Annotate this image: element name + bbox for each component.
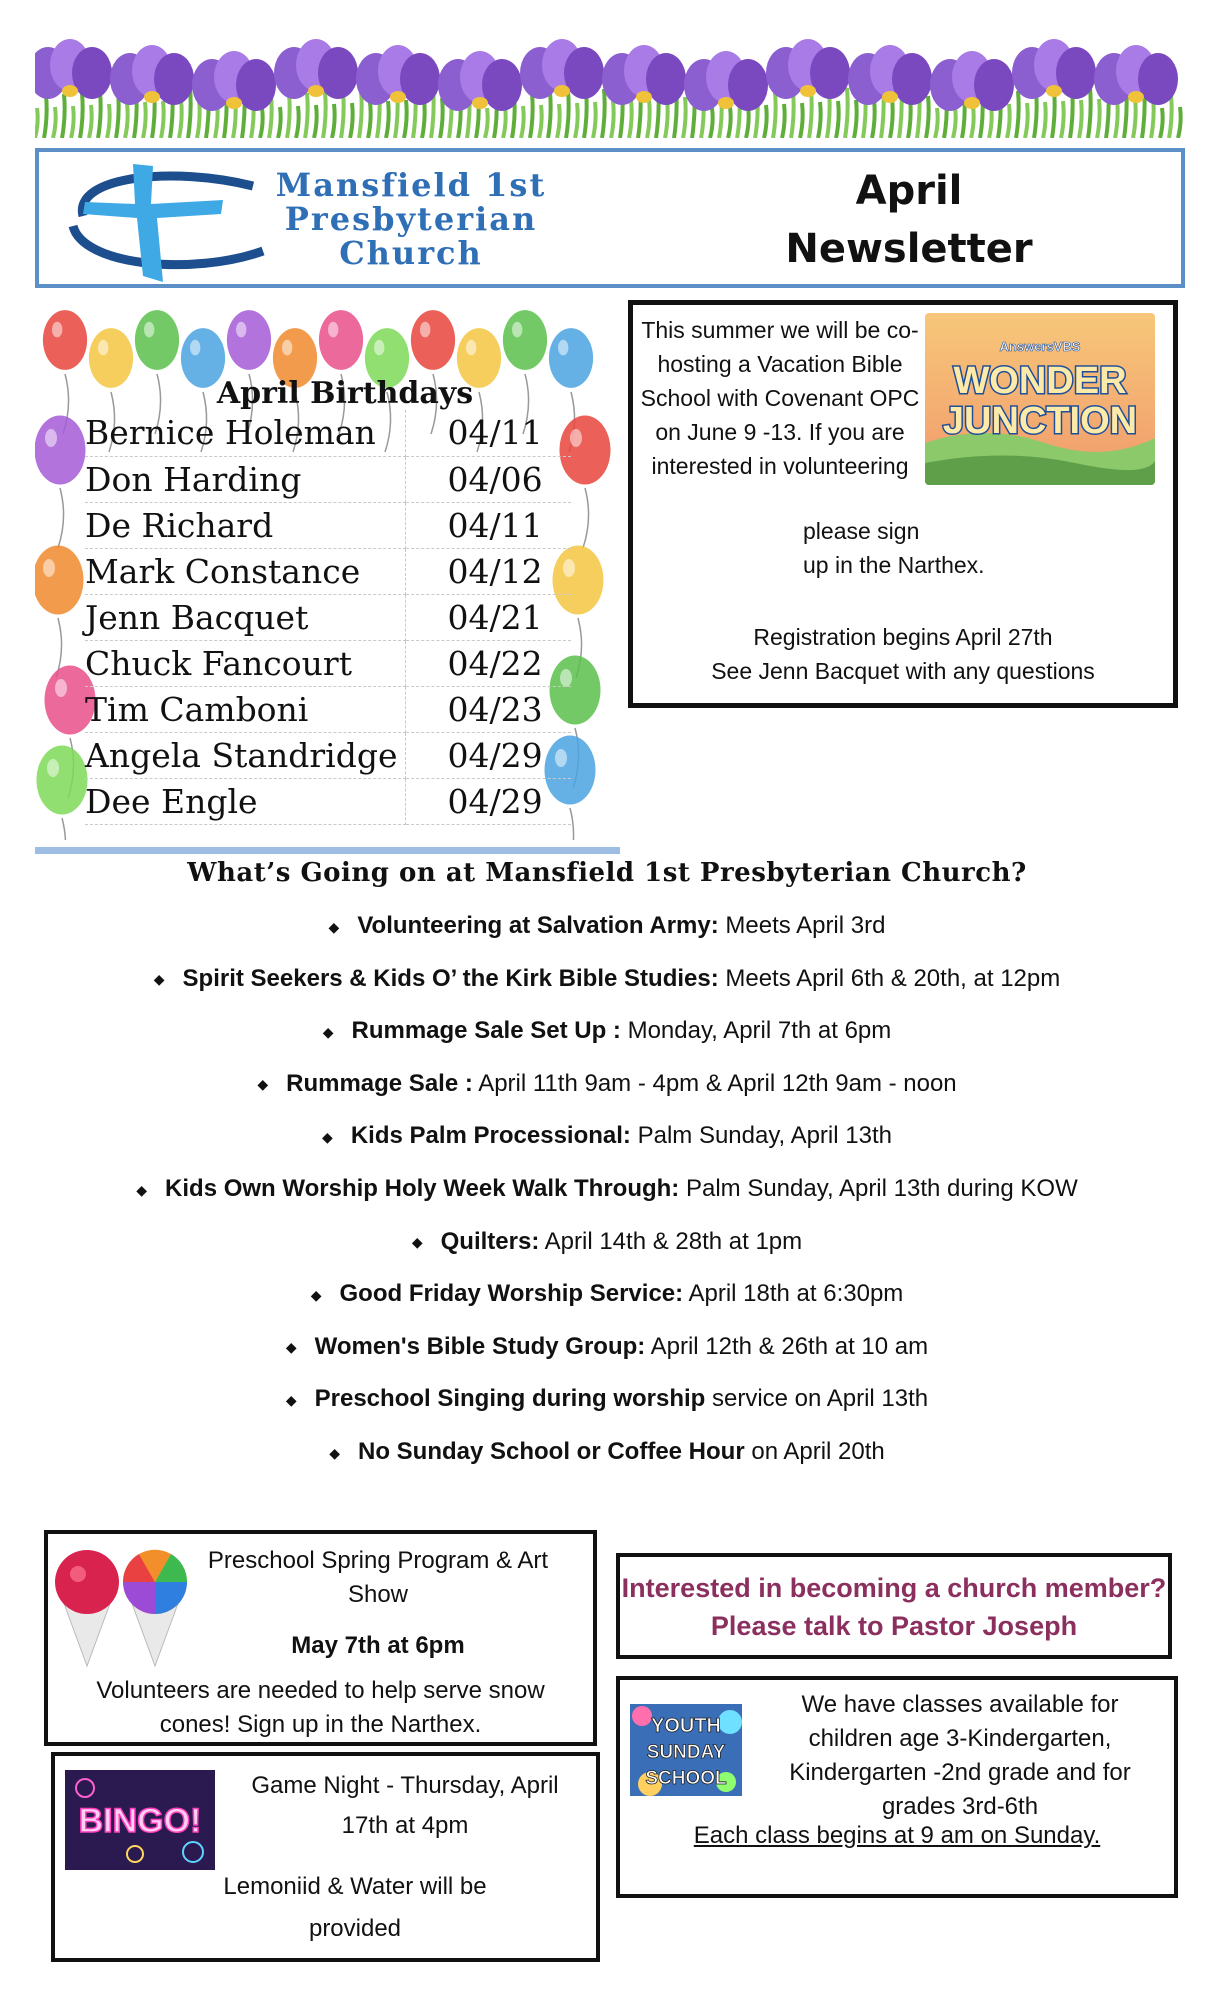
event-title: Preschool Singing during worship [314,1385,706,1413]
birthday-name: Mark Constance [85,548,405,594]
event-item [0,1116,1214,1169]
section-divider [35,847,620,854]
birthday-row [85,732,571,778]
event-title: Kids Palm Processional: [350,1122,631,1150]
diamond-bullet-icon: ◆ [411,1234,423,1251]
birthdays-title: April Birthdays [216,376,474,411]
events-heading: What’s Going on at Mansfield 1st Presbyterian Church? [187,858,1027,888]
birthday-name: Dee Engle [85,778,405,824]
diamond-bullet-icon: ◆ [322,1023,334,1040]
birthday-date: 04/29 [405,732,571,778]
event-details: Palm Sunday, April 13th [630,1122,892,1150]
birthday-date: 04/11 [405,502,571,548]
event-details: April 12th & 26th at 10 am [645,1332,929,1360]
birthday-row [85,594,571,640]
event-title: Women's Bible Study Group: [314,1332,646,1360]
youth-sunday-school-logo [630,1704,742,1796]
diamond-bullet-icon: ◆ [257,1076,269,1093]
birthday-name: Chuck Fancourt [85,640,405,686]
preschool-volunteers-note: Volunteers are needed to help serve snow cones! Sign up in the Narthex. [96,1677,545,1738]
preschool-program-title: Preschool Spring Program & Art Show [207,1547,549,1608]
wonder-junction-logo [925,313,1155,485]
diamond-bullet-icon: ◆ [136,1181,148,1198]
event-item [0,1379,1214,1432]
april-birthdays-section [35,300,620,850]
sunday-school-classes: We have classes available for children age 3-Kindergarten, Kindergarten -2nd grade and for grades 3rd-6th [789,1691,1131,1820]
event-item [0,1432,1214,1485]
membership-box [616,1553,1172,1659]
svg-text:YOUTH: YOUTH [651,1715,721,1737]
sunday-school-box [616,1676,1178,1898]
event-item [0,1222,1214,1275]
svg-text:AnswersVBS: AnswersVBS [999,339,1081,354]
diamond-bullet-icon: ◆ [328,918,340,935]
birthday-name: Jenn Bacquet [85,594,405,640]
newsletter-header [35,148,1185,288]
birthday-date: 04/06 [405,456,571,502]
bingo-sign-icon [65,1770,215,1870]
game-night-box [51,1752,600,1962]
diamond-bullet-icon: ◆ [329,1444,340,1461]
birthday-date: 04/22 [405,640,571,686]
vbs-registration: Registration begins April 27th See Jenn Bacquet with any questions [711,624,1095,684]
birthday-date: 04/29 [405,778,571,824]
svg-text:BINGO!: BINGO! [78,1802,202,1840]
diamond-bullet-icon: ◆ [322,1129,333,1146]
event-details: Palm Sunday, April 13th during KOW [679,1174,1078,1202]
birthday-name: De Richard [85,502,405,548]
birthday-date: 04/11 [405,410,571,456]
birthday-name: Don Harding [85,456,405,502]
event-title: Spirit Seekers & Kids O’ the Kirk Bible Studies: [182,964,719,992]
church-name: Mansfield 1st Presbyterian Church [275,166,547,272]
event-item [0,959,1214,1012]
event-details: April 18th at 6:30pm [683,1280,904,1308]
preschool-program-date: May 7th at 6pm [291,1632,465,1659]
event-item [0,1011,1214,1064]
diamond-bullet-icon: ◆ [285,1392,297,1408]
game-night-title: Game Night - Thursday, April 17th at 4pm [251,1772,559,1839]
event-details: Monday, April 7th at 6pm [620,1017,892,1045]
birthday-name: Bernice Holeman [85,410,405,456]
diamond-bullet-icon: ◆ [153,971,165,988]
membership-text: Interested in becoming a church member? Please talk to Pastor Joseph [621,1573,1167,1641]
birthday-row [85,502,571,548]
birthdays-table [85,410,571,825]
event-title: Rummage Sale : [286,1069,473,1097]
event-details: April 14th & 28th at 1pm [539,1227,803,1255]
event-title: No Sunday School or Coffee Hour [357,1437,745,1465]
svg-text:WONDER: WONDER [953,360,1127,402]
event-details: April 11th 9am - 4pm & April 12th 9am - noon [472,1069,957,1097]
vbs-description: This summer we will be co-hosting a Vacation Bible School with Covenant OPC on June 9 -13. If you are interested in volunteering [640,317,920,479]
svg-text:SCHOOL: SCHOOL [645,1768,727,1789]
birthday-date: 04/12 [405,548,571,594]
diamond-bullet-icon: ◆ [310,1286,322,1303]
event-title: Kids Own Worship Holy Week Walk Through: [165,1174,680,1202]
birthday-name: Angela Standridge [85,732,405,778]
event-details: Meets April 3rd [718,912,886,939]
birthday-row [85,778,571,824]
crocus-flowers-banner [35,38,1185,138]
event-item [0,1064,1214,1117]
event-item [0,1274,1214,1327]
birthday-row [85,686,571,732]
event-title: Good Friday Worship Service: [339,1280,684,1308]
event-item [0,1327,1214,1380]
birthday-row [85,410,571,456]
event-item [0,1169,1214,1222]
event-title: Rummage Sale Set Up : [351,1017,621,1045]
events-list [0,906,1214,1485]
diamond-bullet-icon: ◆ [285,1339,297,1356]
newsletter-title: April Newsletter [785,168,1033,272]
birthday-row [85,640,571,686]
svg-text:JUNCTION: JUNCTION [942,400,1138,442]
preschool-program-box [44,1530,597,1746]
snow-cone-icon [50,1538,190,1668]
birthday-name: Tim Camboni [85,686,405,732]
sunday-school-start-time: Each class begins at 9 am on Sunday. [693,1822,1101,1849]
event-details: Meets April 6th & 20th, at 12pm [718,964,1061,992]
birthday-date: 04/23 [405,686,571,732]
event-details: on April 20th [744,1437,885,1465]
birthday-row [85,456,571,502]
birthday-row [85,548,571,594]
svg-text:SUNDAY: SUNDAY [646,1742,726,1763]
event-title: Quilters: [440,1227,540,1255]
event-details: service on April 13th [705,1385,929,1413]
birthday-date: 04/21 [405,594,571,640]
event-item [0,906,1214,959]
game-night-refreshments: Lemoniid & Water will be provided [223,1873,487,1942]
vbs-announcement: This summer we will be co-hosting a Vacation Bible School with Covenant OPC on June 9 -13. If you are interested in volunteering please sign up in the Narthex. Registration begins April 27th See Jenn Bacquet with any questions AnswersVBS WONDER JUNCTION [628,300,1178,708]
event-title: Volunteering at Salvation Army: [357,912,719,939]
